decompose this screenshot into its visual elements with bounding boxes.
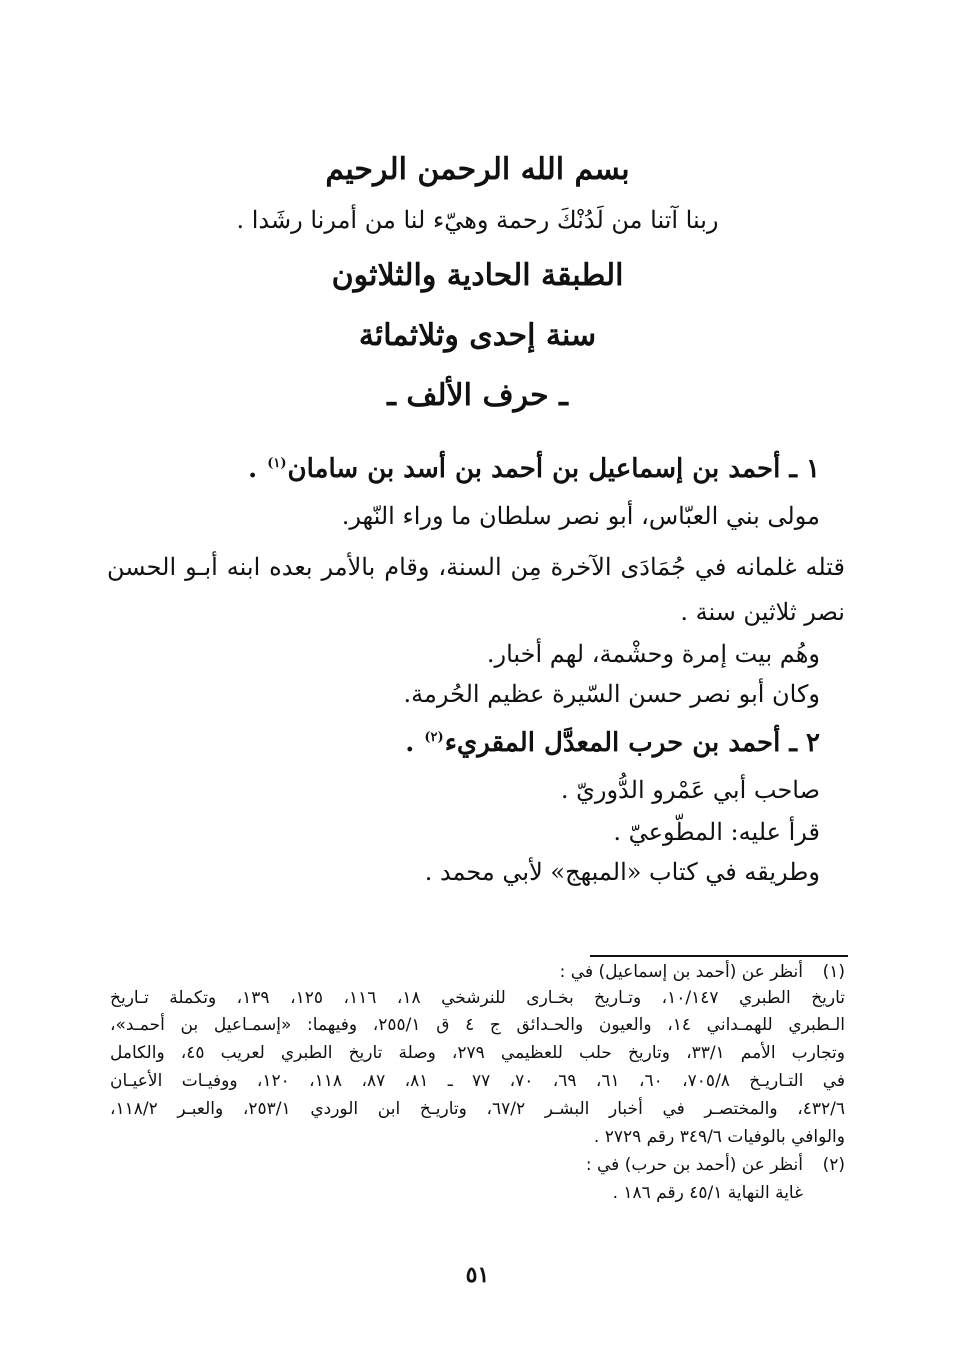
footnote-1-line-4: وتجارب الأمم ٣٣/١، وتاريخ حلب للعظيمي ٢٧٩، وصلة تاريخ الطبري لعريب ٤٥، والكامل <box>110 1043 845 1063</box>
entry-1-title <box>248 454 820 484</box>
footnote-separator <box>590 955 848 957</box>
footnote-ref-1: (١) <box>267 456 287 472</box>
entry-1-line-1: مولى بني العبّاس، أبو نصر سلطان ما وراء النّهر. <box>341 502 820 530</box>
letter-title: ـ حرف الألف ـ <box>387 378 568 413</box>
footnote-2-line-1: أنظر عن (أحمد بن حرب) في : <box>585 1155 803 1175</box>
entry-2-line-1: صاحب أبي عَمْرو الدُّوريّ . <box>560 776 820 804</box>
footnote-1-line-7: والوافي بالوفيات ٣٤٩/٦ رقم ٢٧٢٩ . <box>593 1127 845 1147</box>
footnote-1-line-5: في التـاريـخ ٧٠٥/٨، ٦٠، ٦١، ٦٩، ٧٠، ٧٧ ـ ٨١، ٨٧، ١١٨، ١٢٠، ووفيـات الأعيـان <box>110 1071 846 1091</box>
year-title: سنة إحدى وثلاثمائة <box>358 318 597 353</box>
entry-1-line-4: وهُم بيت إمرة وحشْمة، لهم أخبار. <box>486 640 820 668</box>
page-number: ٥١ <box>465 1262 490 1288</box>
basmala: بسم الله الرحمن الرحيم <box>325 152 630 187</box>
footnote-1-line-3: الـطبري للهمـداني ١٤، والعيون والحـدائق ج ٤ ق ٢٥٥/١، وفيهما: «إسمـاعيل بن أحمـد»، <box>110 1015 845 1035</box>
footnote-2-number: (٢) <box>822 1155 845 1175</box>
footnote-ref-2: (٢) <box>424 730 444 746</box>
footnote-2-line-2: غاية النهاية ٤٥/١ رقم ١٨٦ . <box>612 1183 803 1203</box>
entry-2-line-3: وطريقه في كتاب «المبهج» لأبي محمد . <box>424 858 820 886</box>
entry-2-title <box>405 728 820 758</box>
footnote-1-number: (١) <box>822 962 845 982</box>
quran-verse: ربنا آتنا من لَدُنْكَ رحمة وهيّء لنا من أمرنا رشَدا . <box>236 206 719 234</box>
section-title: الطبقة الحادية والثلاثون <box>331 258 624 293</box>
entry-1-line-2: قتله غلمانه في جُمَادَى الآخرة مِن السنة، وقام بالأمر بعده ابنه أبـو الحسن <box>107 553 845 581</box>
entry-1-name: ١ ـ أحمد بن إسماعيل بن أحمد بن أسد بن سامان <box>287 454 820 484</box>
entry-2-name: ٢ ـ أحمد بن حرب المعدَّل المقريء <box>444 728 820 758</box>
entry-2-title-end: . <box>405 728 424 758</box>
entry-2-line-2: قرأ عليه: المطّوعيّ . <box>613 818 820 846</box>
entry-1-line-3: نصر ثلاثين سنة . <box>680 598 845 626</box>
footnote-1-line-6: ٤٣٢/٦، والمختصـر في أخبار البشـر ٦٧/٢، وتاريـخ ابن الوردي ٢٥٣/١، والعبـر ١١٨/٢، <box>110 1099 845 1119</box>
footnote-1-line-1: أنظر عن (أحمد بن إسماعيل) في : <box>559 962 803 982</box>
footnote-1-line-2: تاريخ الطبري ١٠/١٤٧، وتـاريخ بخـارى للنرشخي ١٨، ١١٦، ١٢٥، ١٣٩، وتكملة تـاريخ <box>110 988 846 1008</box>
entry-1-title-end: . <box>248 454 267 484</box>
entry-1-line-5: وكان أبو نصر حسن السّيرة عظيم الحُرمة. <box>403 680 820 708</box>
